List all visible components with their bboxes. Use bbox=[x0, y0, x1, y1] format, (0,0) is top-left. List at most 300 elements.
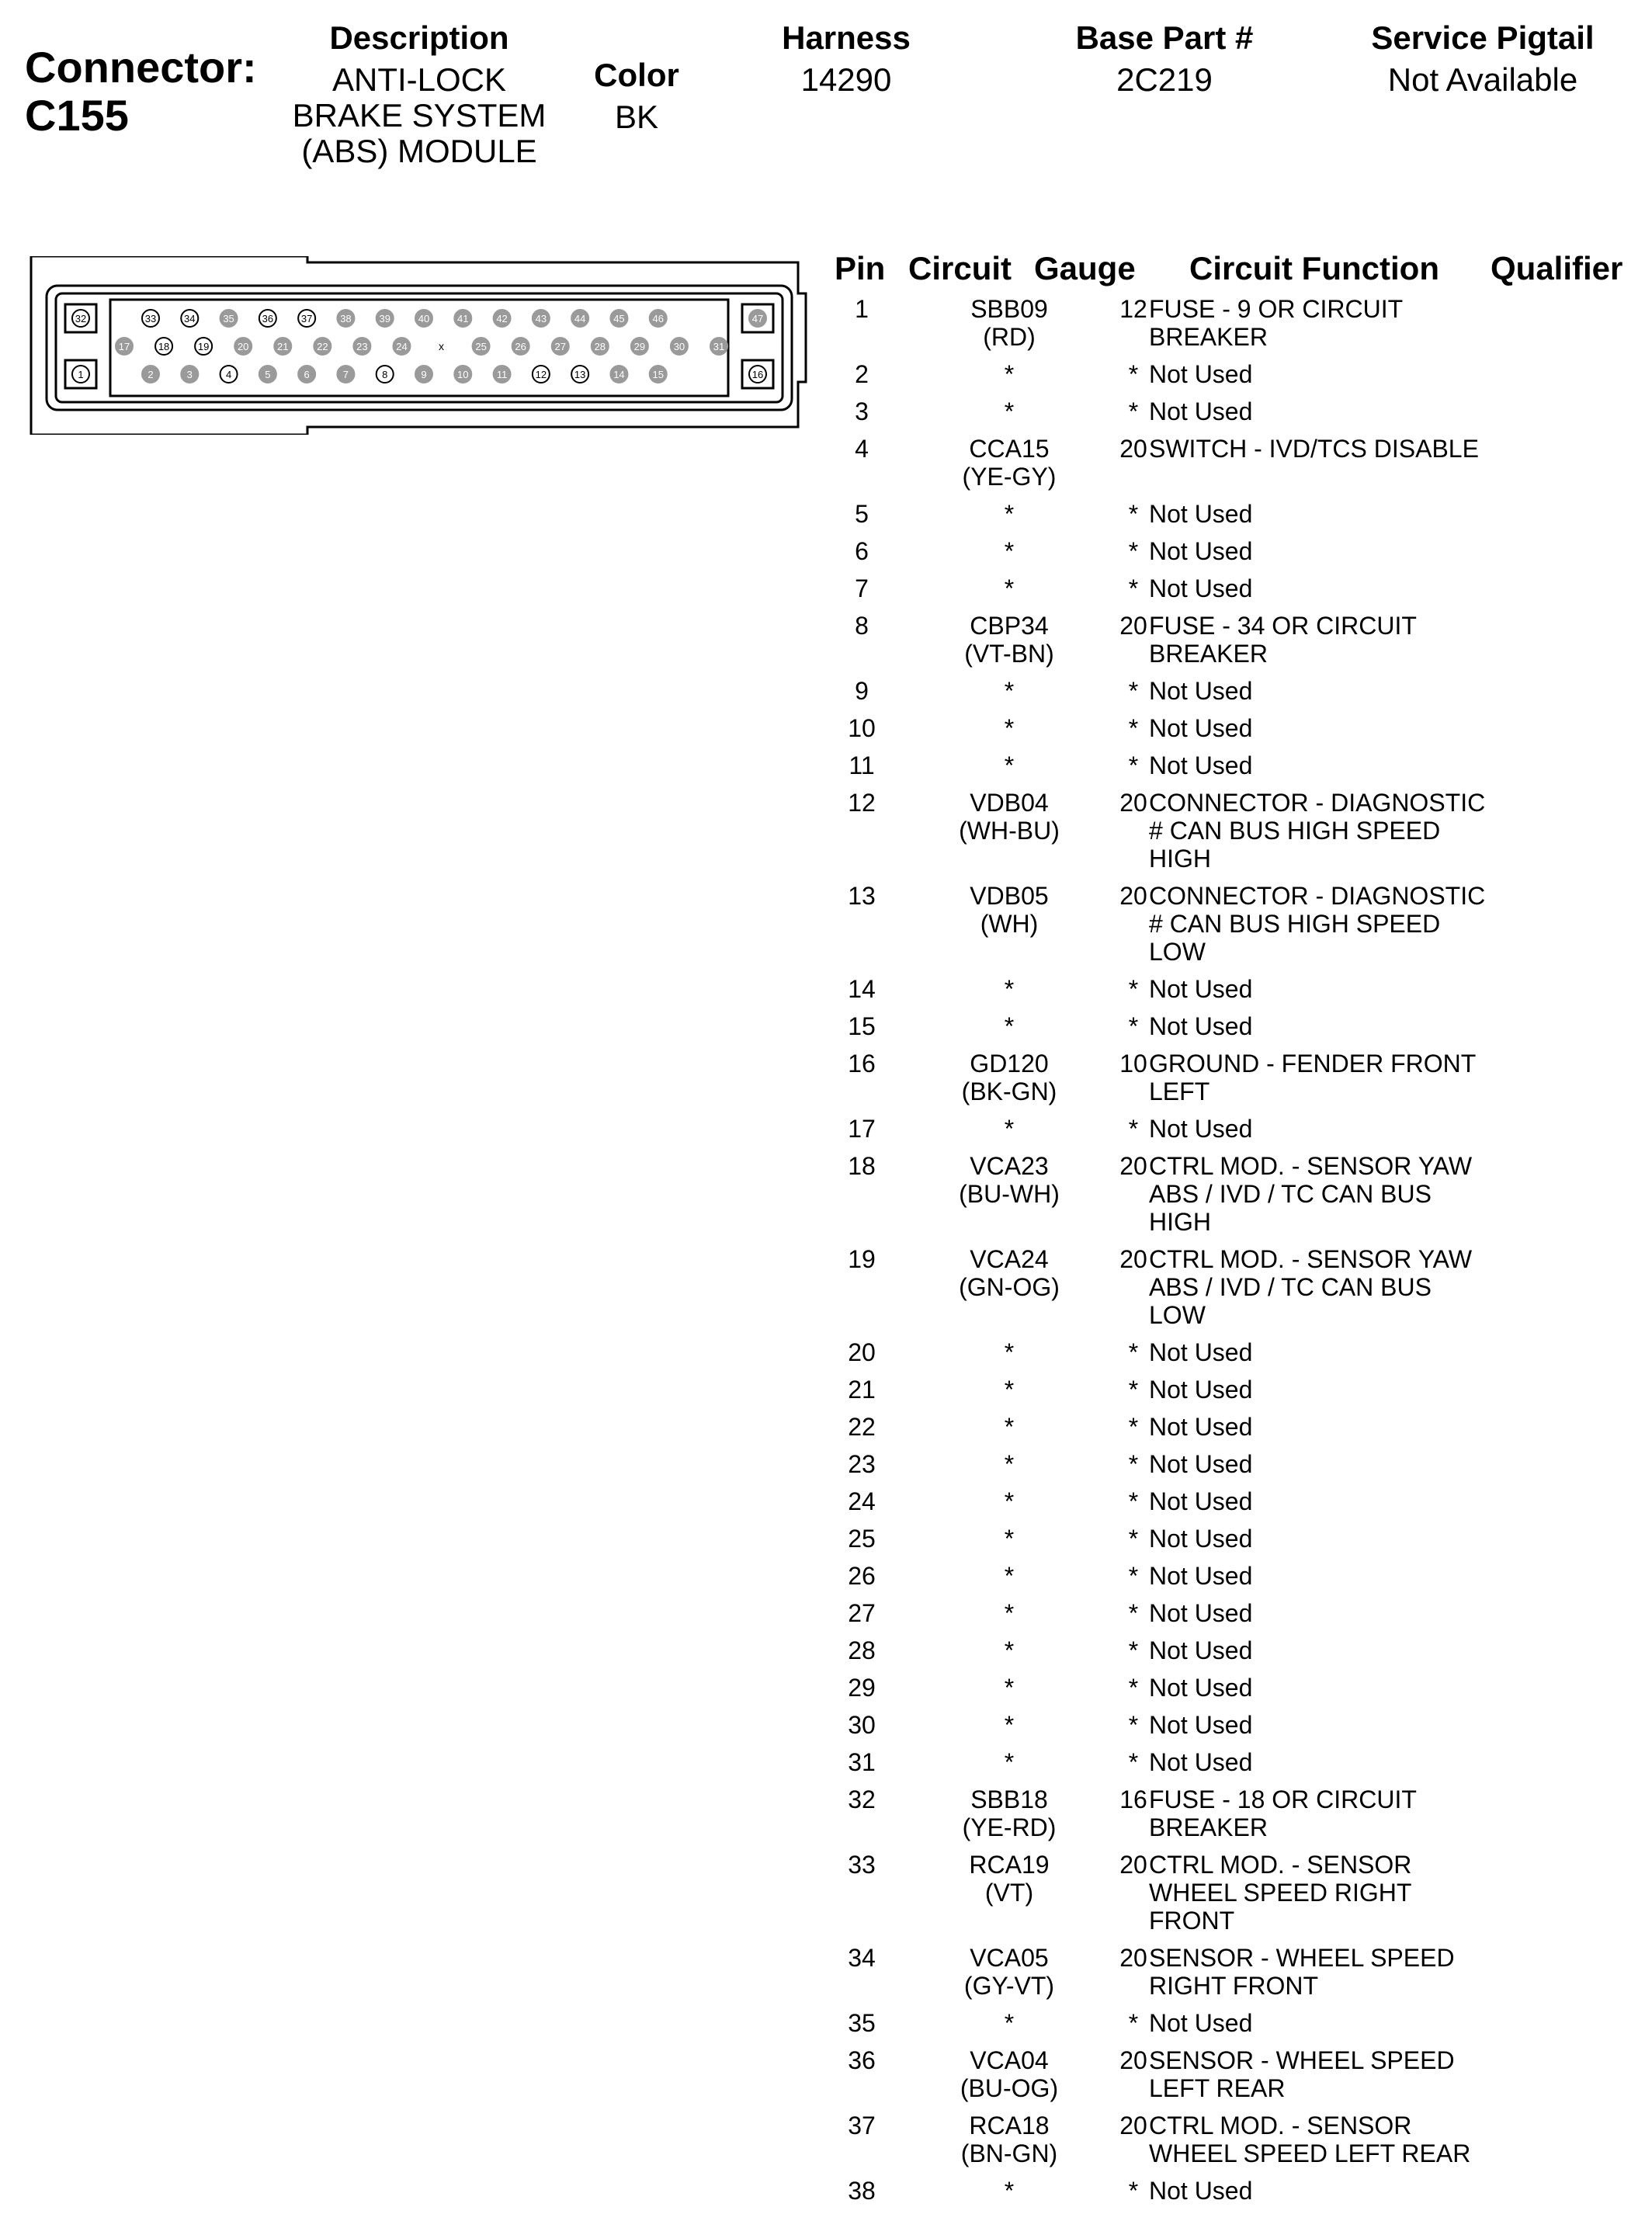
connector-pin-44 bbox=[571, 310, 588, 327]
pin-row bbox=[823, 1562, 1652, 1599]
circuit-code bbox=[939, 1413, 1079, 1441]
circuit-function-line: SENSOR - WHEEL SPEED bbox=[1149, 2046, 1455, 2074]
circuit-function-line: FUSE - 34 OR CIRCUIT bbox=[1149, 612, 1417, 640]
circuit-function bbox=[1149, 397, 1506, 425]
circuit-function-line: LEFT REAR bbox=[1149, 2074, 1286, 2102]
wire-gauge-line: 12 bbox=[1119, 295, 1147, 323]
circuit-code-line: VCA04 bbox=[970, 2046, 1049, 2074]
circuit-code-line: (VT) bbox=[984, 1879, 1034, 1907]
circuit-code bbox=[939, 751, 1079, 779]
pin-row bbox=[823, 1338, 1652, 1376]
circuit-function-line: Not Used bbox=[1149, 1636, 1253, 1664]
pin-row bbox=[823, 2177, 1652, 2214]
connector-pin-7 bbox=[337, 366, 354, 383]
circuit-function-line: HIGH bbox=[1149, 1208, 1211, 1236]
circuit-code-line: (VT-BN) bbox=[964, 640, 1054, 668]
circuit-function-line: LOW bbox=[1149, 1301, 1206, 1329]
connector-pin-30 bbox=[671, 338, 688, 355]
circuit-function-line: CONNECTOR - DIAGNOSTIC bbox=[1149, 882, 1486, 910]
circuit-code-line: * bbox=[1004, 1562, 1015, 1590]
circuit-function-line: Not Used bbox=[1149, 1376, 1253, 1404]
pin-number bbox=[823, 574, 901, 602]
circuit-code bbox=[939, 1525, 1079, 1553]
circuit-code-line: * bbox=[1004, 1012, 1015, 1040]
pin-number-line: 3 bbox=[855, 397, 869, 425]
circuit-function-line: Not Used bbox=[1149, 1674, 1253, 1702]
pin-number bbox=[823, 1115, 901, 1143]
pin-number bbox=[823, 612, 901, 640]
connector-pin-20 bbox=[234, 338, 252, 355]
pin-number-line: 36 bbox=[848, 2046, 876, 2074]
circuit-code bbox=[939, 1944, 1079, 2000]
circuit-code-line: * bbox=[1004, 1376, 1015, 1404]
pin-number bbox=[823, 1944, 901, 1972]
col-circuit-heading: Circuit bbox=[908, 250, 1012, 286]
wire-gauge-line: * bbox=[1128, 1599, 1139, 1627]
pin-row bbox=[823, 1785, 1652, 1851]
connector-pin-39 bbox=[377, 310, 394, 327]
connector-pin-label: 4 bbox=[225, 369, 232, 380]
connector-pin-19 bbox=[195, 338, 212, 355]
connector-pin-14 bbox=[610, 366, 627, 383]
connector-pin-1 bbox=[72, 366, 89, 383]
circuit-code-line: (WH-BU) bbox=[959, 817, 1060, 845]
pin-number-line: 24 bbox=[848, 1487, 876, 1515]
connector-pin-17 bbox=[116, 338, 133, 355]
connector-pin-43 bbox=[533, 310, 550, 327]
circuit-code bbox=[939, 574, 1079, 602]
base-part-block bbox=[1032, 20, 1296, 98]
connector-pin-27 bbox=[552, 338, 569, 355]
circuit-function-line: CTRL MOD. - SENSOR YAW bbox=[1149, 1152, 1473, 1180]
pin-table bbox=[823, 295, 1652, 2214]
pin-number-line: 25 bbox=[848, 1525, 876, 1553]
circuit-function bbox=[1149, 295, 1506, 351]
circuit-function bbox=[1149, 975, 1506, 1003]
connector-pin-label: 19 bbox=[197, 341, 210, 352]
circuit-code-line: VCA24 bbox=[970, 1245, 1049, 1273]
circuit-function-line: WHEEL SPEED RIGHT bbox=[1149, 1879, 1412, 1907]
wire-gauge-line: * bbox=[1128, 1450, 1139, 1478]
pin-row bbox=[823, 1376, 1652, 1413]
description-line-3: (ABS) MODULE bbox=[301, 133, 537, 169]
circuit-function bbox=[1149, 435, 1506, 463]
connector-pin-label: 31 bbox=[713, 341, 725, 352]
pin-number-line: 16 bbox=[848, 1050, 876, 1078]
circuit-function-line: BREAKER bbox=[1149, 640, 1268, 668]
pin-number-line: 28 bbox=[848, 1636, 876, 1664]
circuit-code-line: * bbox=[1004, 677, 1015, 705]
connector-pin-label: 32 bbox=[75, 313, 87, 324]
pin-number-line: 14 bbox=[848, 975, 876, 1003]
connector-pin-label: 41 bbox=[457, 313, 469, 324]
connector-pin-37 bbox=[298, 310, 315, 327]
pin-number bbox=[823, 1012, 901, 1040]
circuit-function-line: Not Used bbox=[1149, 714, 1253, 742]
connector-pin-6 bbox=[298, 366, 315, 383]
circuit-function-line: ABS / IVD / TC CAN BUS bbox=[1149, 1273, 1432, 1301]
circuit-function bbox=[1149, 612, 1506, 668]
circuit-code-line: * bbox=[1004, 360, 1015, 388]
connector-pin-label: 25 bbox=[475, 341, 487, 352]
circuit-code bbox=[939, 360, 1079, 388]
pin-number bbox=[823, 714, 901, 742]
pin-number-line: 29 bbox=[848, 1674, 876, 1702]
pin-row bbox=[823, 2112, 1652, 2177]
connector-pin-label: 21 bbox=[277, 341, 289, 352]
circuit-code-line: * bbox=[1004, 1748, 1015, 1776]
wire-gauge-line: * bbox=[1128, 1674, 1139, 1702]
pin-row bbox=[823, 1525, 1652, 1562]
connector-pin-label: 12 bbox=[535, 369, 547, 380]
circuit-function bbox=[1149, 1748, 1506, 1776]
circuit-function bbox=[1149, 789, 1506, 873]
circuit-function bbox=[1149, 1152, 1506, 1236]
circuit-function bbox=[1149, 2112, 1506, 2167]
circuit-function bbox=[1149, 1012, 1506, 1040]
wire-gauge-line: 20 bbox=[1119, 2046, 1147, 2074]
circuit-code-line: (RD) bbox=[983, 323, 1036, 351]
pin-number bbox=[823, 2177, 901, 2205]
pin-number bbox=[823, 1450, 901, 1478]
pin-number-line: 30 bbox=[848, 1711, 876, 1739]
pin-row bbox=[823, 435, 1652, 500]
pin-number bbox=[823, 1636, 901, 1664]
circuit-function-line: Not Used bbox=[1149, 537, 1253, 565]
pin-number bbox=[823, 789, 901, 817]
circuit-function-line: Not Used bbox=[1149, 1748, 1253, 1776]
circuit-function-line: Not Used bbox=[1149, 1115, 1253, 1143]
wire-gauge-line: * bbox=[1128, 397, 1139, 425]
pin-number-line: 13 bbox=[848, 882, 876, 910]
circuit-code bbox=[939, 1562, 1079, 1590]
circuit-code bbox=[939, 2177, 1079, 2205]
circuit-code-line: (YE-GY) bbox=[962, 463, 1057, 491]
circuit-code bbox=[939, 2112, 1079, 2167]
col-qualifier-heading: Qualifier bbox=[1491, 250, 1623, 286]
pin-row bbox=[823, 1152, 1652, 1245]
connector-pin-34 bbox=[181, 310, 198, 327]
wire-gauge-line: * bbox=[1128, 1525, 1139, 1553]
wire-gauge-line: * bbox=[1128, 1562, 1139, 1590]
connector-pin-5 bbox=[259, 366, 276, 383]
connector-id: C155 bbox=[25, 91, 129, 140]
pin-row bbox=[823, 397, 1652, 435]
description-heading: Description bbox=[329, 19, 509, 56]
wire-gauge-line: * bbox=[1128, 1636, 1139, 1664]
circuit-code bbox=[939, 1012, 1079, 1040]
pin-number-line: 23 bbox=[848, 1450, 876, 1478]
pin-number-line: 35 bbox=[848, 2009, 876, 2037]
connector-pin-label: 2 bbox=[148, 369, 154, 380]
connector-pin-24 bbox=[393, 338, 410, 355]
circuit-code-line: VCA23 bbox=[970, 1152, 1049, 1180]
connector-pin-22 bbox=[314, 338, 331, 355]
harness-value: 14290 bbox=[800, 61, 892, 98]
pin-number-line: 15 bbox=[848, 1012, 876, 1040]
circuit-function bbox=[1149, 1450, 1506, 1478]
pin-number-line: 37 bbox=[848, 2112, 876, 2139]
wire-gauge-line: * bbox=[1128, 1748, 1139, 1776]
pigtail-block bbox=[1335, 20, 1630, 98]
circuit-function bbox=[1149, 1562, 1506, 1590]
circuit-function-line: Not Used bbox=[1149, 360, 1253, 388]
circuit-function-line: Not Used bbox=[1149, 1413, 1253, 1441]
wire-gauge-line: 20 bbox=[1119, 1245, 1147, 1273]
connector-pin-31 bbox=[710, 338, 727, 355]
circuit-function-line: Not Used bbox=[1149, 1562, 1253, 1590]
circuit-code bbox=[939, 1636, 1079, 1664]
connector-pin-38 bbox=[337, 310, 354, 327]
connector-pin-label: 22 bbox=[317, 341, 328, 352]
connector-pin-4 bbox=[220, 366, 238, 383]
connector-pin-label: 47 bbox=[751, 313, 764, 324]
pin-number-line: 9 bbox=[855, 677, 869, 705]
circuit-function bbox=[1149, 1245, 1506, 1329]
circuit-code-line: * bbox=[1004, 2177, 1015, 2205]
circuit-function bbox=[1149, 1050, 1506, 1105]
connector-pin-40 bbox=[415, 310, 432, 327]
circuit-code-line: (BK-GN) bbox=[961, 1078, 1057, 1105]
pin-row bbox=[823, 1599, 1652, 1636]
circuit-code-line: CBP34 bbox=[970, 612, 1049, 640]
pin-row bbox=[823, 1711, 1652, 1748]
pin-row bbox=[823, 1636, 1652, 1674]
circuit-function bbox=[1149, 500, 1506, 528]
pin-number bbox=[823, 1525, 901, 1553]
pin-number-line: 20 bbox=[848, 1338, 876, 1366]
circuit-function-line: # CAN BUS HIGH SPEED bbox=[1149, 817, 1441, 845]
wire-gauge-line: 10 bbox=[1119, 1050, 1147, 1078]
connector-pin-46 bbox=[650, 310, 667, 327]
pin-number bbox=[823, 1851, 901, 1879]
pin-row bbox=[823, 789, 1652, 882]
connector-pin-11 bbox=[494, 366, 511, 383]
description-block bbox=[287, 20, 551, 169]
pin-row bbox=[823, 1245, 1652, 1338]
pin-row bbox=[823, 1115, 1652, 1152]
pin-number bbox=[823, 1376, 901, 1404]
connector-title bbox=[25, 43, 257, 140]
pin-row bbox=[823, 975, 1652, 1012]
circuit-code bbox=[939, 295, 1079, 351]
connector-pin-18 bbox=[155, 338, 172, 355]
connector-pin-label: 9 bbox=[421, 369, 427, 380]
connector-pin-label: 17 bbox=[118, 341, 130, 352]
connector-pin-29 bbox=[631, 338, 648, 355]
connector-pin-36 bbox=[259, 310, 276, 327]
circuit-function-line: Not Used bbox=[1149, 751, 1253, 779]
circuit-function bbox=[1149, 2009, 1506, 2037]
pin-row bbox=[823, 1674, 1652, 1711]
circuit-function bbox=[1149, 1525, 1506, 1553]
circuit-code bbox=[939, 397, 1079, 425]
circuit-code bbox=[939, 1674, 1079, 1702]
pin-number-line: 19 bbox=[848, 1245, 876, 1273]
wire-gauge-line: * bbox=[1128, 714, 1139, 742]
connector-pin-33 bbox=[142, 310, 159, 327]
connector-pin-label: 46 bbox=[652, 313, 664, 324]
pin-row bbox=[823, 714, 1652, 751]
circuit-code bbox=[939, 882, 1079, 938]
circuit-function-line: LOW bbox=[1149, 938, 1206, 966]
connector-pin-label: 34 bbox=[184, 313, 196, 324]
connector-pin-label: 39 bbox=[379, 313, 390, 324]
circuit-code bbox=[939, 714, 1079, 742]
pin-number-line: 4 bbox=[855, 435, 869, 463]
color-value: BK bbox=[614, 99, 659, 135]
circuit-code-line: (BU-WH) bbox=[959, 1180, 1060, 1208]
pin-number-line: 2 bbox=[855, 360, 869, 388]
wire-gauge-line: * bbox=[1128, 1338, 1139, 1366]
circuit-function-line: Not Used bbox=[1149, 1450, 1253, 1478]
circuit-code-line: RCA19 bbox=[969, 1851, 1050, 1879]
pin-number-line: 18 bbox=[848, 1152, 876, 1180]
pin-layer bbox=[72, 310, 766, 383]
connector-pin-label: 20 bbox=[237, 341, 249, 352]
color-block bbox=[574, 57, 699, 135]
pin-number bbox=[823, 2009, 901, 2037]
pin-row bbox=[823, 537, 1652, 574]
circuit-function bbox=[1149, 1711, 1506, 1739]
connector-pin-label: 30 bbox=[673, 341, 685, 352]
pin-number-line: 8 bbox=[855, 612, 869, 640]
pin-number bbox=[823, 975, 901, 1003]
circuit-function-line: Not Used bbox=[1149, 1487, 1253, 1515]
pin-number-line: 32 bbox=[848, 1785, 876, 1813]
pin-number-line: 31 bbox=[848, 1748, 876, 1776]
connector-label: Connector: bbox=[25, 43, 257, 92]
circuit-function bbox=[1149, 574, 1506, 602]
circuit-code bbox=[939, 1711, 1079, 1739]
pin-number-line: 5 bbox=[855, 500, 869, 528]
pigtail-value: Not Available bbox=[1387, 61, 1578, 98]
circuit-code bbox=[939, 435, 1079, 491]
connector-pin-x bbox=[439, 340, 444, 352]
connector-pin-label: 13 bbox=[574, 369, 586, 380]
circuit-function-line: SENSOR - WHEEL SPEED bbox=[1149, 1944, 1455, 1972]
pin-number-line: 10 bbox=[848, 714, 876, 742]
wire-gauge-line: 16 bbox=[1119, 1785, 1147, 1813]
pin-number bbox=[823, 397, 901, 425]
pin-number bbox=[823, 882, 901, 910]
pin-row bbox=[823, 677, 1652, 714]
pin-row bbox=[823, 500, 1652, 537]
wire-gauge-line: 20 bbox=[1119, 1851, 1147, 1879]
circuit-function bbox=[1149, 1674, 1506, 1702]
pin-row bbox=[823, 1748, 1652, 1785]
wire-gauge-line: * bbox=[1128, 2177, 1139, 2205]
circuit-code-line: * bbox=[1004, 1487, 1015, 1515]
connector-pin-label: 44 bbox=[574, 313, 586, 324]
pin-row bbox=[823, 1851, 1652, 1944]
circuit-function-line: LEFT bbox=[1149, 1078, 1210, 1105]
connector-pin-2 bbox=[142, 366, 159, 383]
connector-pin-label: 15 bbox=[652, 369, 664, 380]
circuit-code bbox=[939, 1152, 1079, 1208]
wire-gauge-line: * bbox=[1128, 2009, 1139, 2037]
circuit-code-line: * bbox=[1004, 714, 1015, 742]
circuit-code bbox=[939, 1050, 1079, 1105]
circuit-code bbox=[939, 1376, 1079, 1404]
connector-pin-32 bbox=[72, 310, 89, 327]
circuit-function bbox=[1149, 1413, 1506, 1441]
circuit-function bbox=[1149, 1115, 1506, 1143]
connector-pin-25 bbox=[473, 338, 490, 355]
connector-pin-label: 11 bbox=[496, 369, 508, 380]
circuit-function-line: Not Used bbox=[1149, 1711, 1253, 1739]
connector-pin-23 bbox=[353, 338, 370, 355]
pin-number-line: 6 bbox=[855, 537, 869, 565]
connector-pin-label: 5 bbox=[265, 369, 271, 380]
description-line-1: ANTI-LOCK bbox=[331, 61, 507, 98]
circuit-code bbox=[939, 1115, 1079, 1143]
pin-number bbox=[823, 500, 901, 528]
circuit-function bbox=[1149, 1338, 1506, 1366]
pin-row bbox=[823, 2009, 1652, 2046]
connector-pin-10 bbox=[454, 366, 471, 383]
wire-gauge-line: * bbox=[1128, 1711, 1139, 1739]
connector-pin-label: 14 bbox=[613, 369, 625, 380]
circuit-function-line: Not Used bbox=[1149, 1012, 1253, 1040]
circuit-code-line: * bbox=[1004, 574, 1015, 602]
circuit-code bbox=[939, 1338, 1079, 1366]
connector-face-diagram bbox=[28, 256, 812, 435]
circuit-code-line: * bbox=[1004, 1338, 1015, 1366]
circuit-code-line: (YE-RD) bbox=[962, 1813, 1057, 1841]
circuit-function bbox=[1149, 882, 1506, 966]
circuit-code-line: GD120 bbox=[970, 1050, 1049, 1078]
circuit-function-line: Not Used bbox=[1149, 1338, 1253, 1366]
circuit-function-line: RIGHT FRONT bbox=[1149, 1972, 1319, 2000]
pin-number bbox=[823, 295, 901, 323]
circuit-function-line: Not Used bbox=[1149, 975, 1253, 1003]
circuit-function-line: CONNECTOR - DIAGNOSTIC bbox=[1149, 789, 1486, 817]
pin-number-line: 17 bbox=[848, 1115, 876, 1143]
circuit-function-line: Not Used bbox=[1149, 2009, 1253, 2037]
wire-gauge-line: * bbox=[1128, 574, 1139, 602]
pin-number bbox=[823, 1748, 901, 1776]
wire-gauge-line: * bbox=[1128, 1012, 1139, 1040]
pin-number-line: 34 bbox=[848, 1944, 876, 1972]
circuit-function-line: CTRL MOD. - SENSOR bbox=[1149, 2112, 1412, 2139]
connector-pin-label: 8 bbox=[382, 369, 388, 380]
pin-number bbox=[823, 751, 901, 779]
connector-pin-28 bbox=[592, 338, 609, 355]
pin-row bbox=[823, 360, 1652, 397]
pin-number-line: 21 bbox=[848, 1376, 876, 1404]
harness-block bbox=[745, 20, 947, 98]
pin-number bbox=[823, 2046, 901, 2074]
connector-pin-42 bbox=[494, 310, 511, 327]
circuit-code bbox=[939, 537, 1079, 565]
circuit-code-line: * bbox=[1004, 397, 1015, 425]
circuit-code bbox=[939, 1450, 1079, 1478]
circuit-code-line: * bbox=[1004, 1450, 1015, 1478]
connector-pin-12 bbox=[533, 366, 550, 383]
circuit-code-line: * bbox=[1004, 500, 1015, 528]
connector-pin-label: 33 bbox=[144, 313, 157, 324]
circuit-code-line: (BN-GN) bbox=[960, 2139, 1058, 2167]
connector-pin-label: x bbox=[439, 340, 445, 352]
connector-pin-47 bbox=[749, 310, 766, 327]
connector-pin-label: 40 bbox=[418, 313, 430, 324]
circuit-function bbox=[1149, 751, 1506, 779]
circuit-function-line: Not Used bbox=[1149, 500, 1253, 528]
col-function-heading: Circuit Function bbox=[1189, 250, 1439, 286]
circuit-function-line: SWITCH - IVD/TCS DISABLE bbox=[1149, 435, 1479, 463]
circuit-function-line: CTRL MOD. - SENSOR bbox=[1149, 1851, 1412, 1879]
